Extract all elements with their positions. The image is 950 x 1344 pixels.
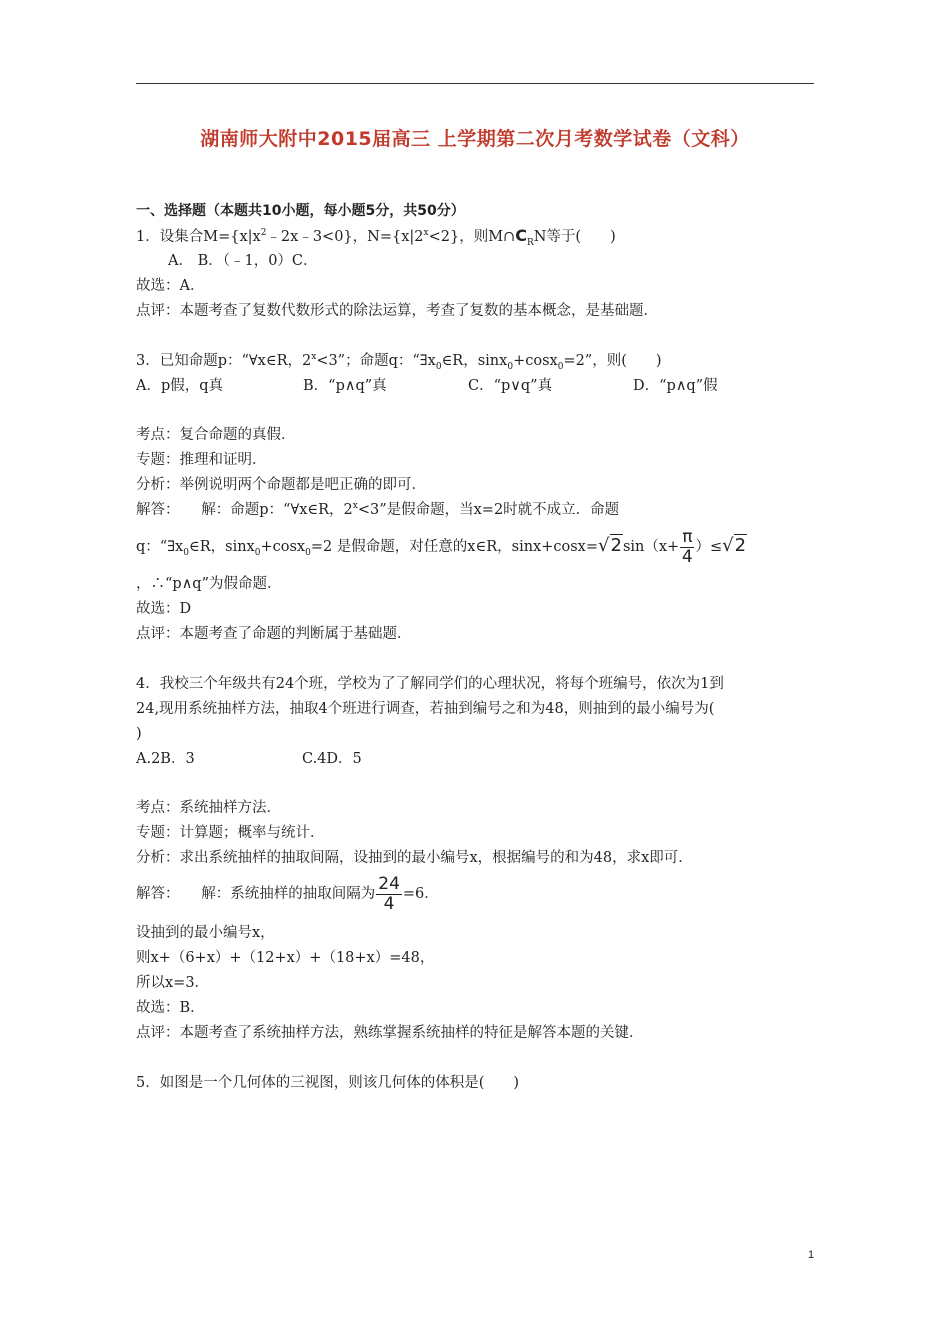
question-4-answer: 故选：B． [136,1000,205,1016]
question-3-jieda-line2: q：“$\exists x_0\in R$，sinx$_0$+cosx$_0$=2 是假命题，对任意的x∈R，sinx+cosx=√2sin（x+ $\frac{\pi}{4}$ ）≤√2 [136,526,747,567]
question-4-options-ab: A.2B．3 [136,751,195,767]
page-number: 1 [808,1249,815,1261]
sqrt-expression-2: √2 [722,535,747,556]
question-3-answer: 故选：D [136,601,192,617]
question-1-stem: 1．设集合$M=\{x|x^2﹣2x﹣3<0\}$，$N=\{x|2^x<2\}$，则$M\cap C_RN$等于( ) [136,226,616,248]
question-3-fenxi: 分析：举例说明两个命题都是吧正确的即可． [136,477,426,493]
question-3-zhuanti: 专题：推理和证明． [136,452,267,468]
question-4-step2: 则x+（6+x）+（12+x）+（18+x）=48， [136,950,435,966]
question-4-step1: 设抽到的最小编号x， [136,925,275,941]
question-3-option-c: C．“p∨q”真 [468,378,553,394]
question-3-stem: 3．已知命题p：“∀x∈R，$2^x<3$”；命题q：“$\exists x_0\in R$，sinx$_0$+cosx$_0$=2”，则( ) [136,352,662,372]
section-heading: 一、选择题（本题共10小题，每小题5分，共50分） [136,203,465,219]
fraction-24-over-4: $\frac{24}{4}$ [378,873,400,914]
question-1-options: A． B．（﹣1，0）C． [168,253,318,269]
question-4-comment: 点评：本题考查了系统抽样方法，熟练掌握系统抽样的特征是解答本题的关键． [136,1025,644,1041]
question-4-kaodian: 考点：系统抽样方法． [136,800,281,816]
question-3-jieda: 解答： 解：命题p：“∀x∈R，$2^x<3$”是假命题，当x=2时就不成立．命题 [136,501,620,518]
question-4-stem-line1: 4．我校三个年级共有24个班，学校为了了解同学们的心理状况，将每个班编号，依次为1到 [136,676,724,692]
question-3-comment: 点评：本题考查了命题的判断属于基础题． [136,626,412,642]
question-4-fenxi: 分析：求出系统抽样的抽取间隔，设抽到的最小编号x，根据编号的和为48，求x即可． [136,850,693,866]
page-title: 湖南师大附中2015届高三 上学期第二次月考数学试卷（文科） [200,128,750,150]
question-4-jieda: 解答： 解：系统抽样的抽取间隔为 $\frac{24}{4}$ =6． [136,873,439,914]
header-rule [136,83,814,84]
question-3-conclusion: ，∴“p∧q”为假命题． [136,576,282,592]
question-1-answer: 故选：A． [136,278,205,294]
question-3-option-a: A．p假，q真 [136,378,224,394]
question-3-option-b: B．“p∧q”真 [303,378,387,394]
question-3-kaodian: 考点：复合命题的真假． [136,427,296,443]
question-4-stem-line3: ) [136,726,142,742]
sqrt-expression: √2 [598,535,622,556]
fraction-pi-over-4: $\frac{\pi}{4}$ [681,526,693,567]
question-4-step3: 所以x=3． [136,975,210,991]
question-1-comment: 点评：本题考查了复数代数形式的除法运算，考查了复数的基本概念，是基础题． [136,303,658,319]
question-3-option-d: D．“p∧q”假 [633,378,718,394]
question-4-stem-line2: 24,现用系统抽样方法，抽取4个班进行调查，若抽到编号之和为48，则抽到的最小编号为( [136,701,715,717]
question-4-options-cd: C.4D．5 [302,751,362,767]
question-5-stem: 5．如图是一个几何体的三视图，则该几何体的体积是( ) [136,1075,520,1091]
question-4-zhuanti: 专题：计算题；概率与统计． [136,825,325,841]
